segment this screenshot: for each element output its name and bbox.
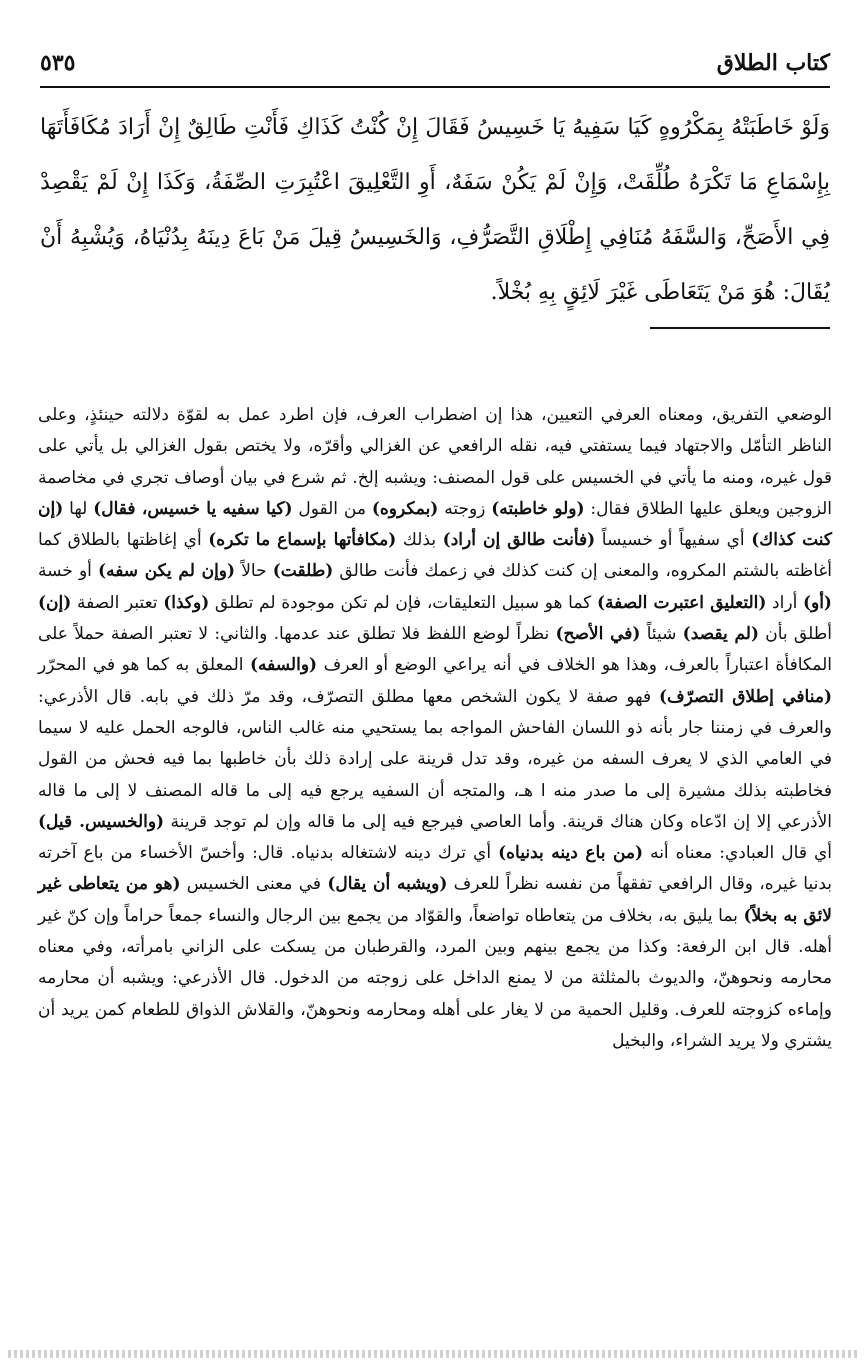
quoted-matn-segment: (إن) xyxy=(38,592,72,613)
commentary-segment: فهو صفة لا يكون الشخص معها مطلق التصرّف، وقد مرّ ذلك في بابه. قال الأذرعي: والعرف في زمننا جار بأنه ذو اللسان الفاحش المواجه بما يستحيي منه غالب الناس، فالوجه الحمل عليه لا سيما في العامي الذي لا يعرف السفه من غيره، وقد تدل قرينة على إرادة ذلك بأن خاطبها بما فيه فحش من القول فخاطبته بذلك مشيرة إلى ما صدر منه ا هـ، والمتجه أن السفيه يرجع فيه إلى ما قاله المصنف لا إلى ما قاله الأذرعي إلا إن ادّعاه وكان هناك قرينة. وأما العاصي فيرجع فيه إلى ما قاله وإن لم توجد قرينة xyxy=(38,686,832,832)
commentary-segment: كما هو سبيل التعليقات، فإن لم تكن موجودة لم تطلق xyxy=(209,592,597,613)
commentary-segment: أي إغاظتها بالطلاق كما أغاظته بالشتم المكروه، والمعنى إن كنت كذلك في زعمك فأنت طالق xyxy=(38,530,832,582)
commentary-segment: من القول xyxy=(292,498,372,519)
quoted-matn-segment: (والسفه) xyxy=(250,655,318,676)
running-title: كتاب الطلاق xyxy=(716,50,830,76)
commentary-segment: أو خسة xyxy=(38,561,99,582)
header-rule xyxy=(40,86,830,88)
commentary-segment: تعتبر الصفة xyxy=(71,592,164,613)
page-header xyxy=(40,46,830,86)
quoted-matn-segment: (ويشبه أن يقال) xyxy=(327,874,448,895)
quoted-matn-segment: (مكافأتها بإسماع ما تكره) xyxy=(208,530,397,551)
matn-paragraph: وَلَوْ خَاطَبَتْهُ بِمَكْرُوهٍ كَيَا سَفِيهُ يَا خَسِيسُ فَقَالَ إِنْ كُنْتُ كَذَاكِ فَأَنْتِ طَالِقٌ إِنْ أَرَادَ مُكَافَأَتَهَا بِإِسْمَاعِ مَا تَكْرَهُ طُلِّقَتْ، وَإِنْ لَمْ يَكُنْ سَفَهٌ، أَوِ التَّعْلِيقَ اعْتُبِرَتِ الصِّفَةُ، وَكَذَا إِنْ لَمْ يَقْصِدْ فِي الأَصَحِّ، وَالسَّفَهُ مُنَافِي إِطْلَاقِ التَّصَرُّفِ، وَالخَسِيسُ قِيلَ مَنْ بَاعَ دِينَهُ بِدُنْيَاهُ، وَيُشْبِهُ أَنْ يُقَالَ: هُوَ مَنْ يَتَعَاطَى غَيْرَ لَائِقٍ بِهِ بُخْلاً. xyxy=(40,115,830,305)
quoted-matn-segment: (وإن لم يكن سفه) xyxy=(98,561,236,582)
commentary-segment: زوجته xyxy=(438,498,492,519)
quoted-matn-segment: (أو) xyxy=(802,592,832,613)
commentary-segment: لها xyxy=(63,498,94,519)
quoted-matn-segment: (لم يقصد) xyxy=(682,624,760,645)
quoted-matn-segment: (ولو خاطبته) xyxy=(491,498,585,519)
quoted-matn-segment: (في الأصح) xyxy=(555,624,641,645)
page-bottom-ornament xyxy=(8,1350,860,1358)
sharh-paragraph xyxy=(38,400,832,1057)
quoted-matn-segment: (كيا سفيه يا خسيس، فقال) xyxy=(93,498,293,519)
commentary-segment: شيئاً xyxy=(640,624,683,645)
quoted-matn-segment: (طلقت) xyxy=(272,561,334,582)
commentary-segment: الوضعي التفريق، ومعناه العرفي التعيين، هذا إن اضطراب العرف، فإن اطرد عمل به لقوّة دلالته حينئذٍ، وعلى الناظر التأمّل والاجتهاد فيما يستفتي فيه، نقله الرافعي عن الغزالي وأقرّه، ولا يختص بقول الغزالي بل يأتي على قول غيره، ومنه ما يأتي في الخسيس على قول المصنف: ويشبه إلخ. ثم شرع في بيان أوصاف تجري في مخاصمة الزوجين ويعلق عليها الطلاق فقال: xyxy=(38,405,832,519)
footnote-separator xyxy=(650,327,830,329)
commentary-segment: حالاً xyxy=(235,561,273,582)
commentary-segment: أي ترك دينه لاشتغاله بدنياه. قال: وأخسّ الأخساء من باع آخرته بدنيا غيره، وقال الرافعي تفقهاً من نفسه نظراً للعرف xyxy=(38,843,832,895)
commentary-segment: أي قال العبادي: معناه أنه xyxy=(643,843,832,864)
quoted-matn-segment: (بمكروه) xyxy=(371,498,439,519)
matn-text-block xyxy=(40,100,830,320)
commentary-segment: أطلق بأن xyxy=(759,624,832,645)
quoted-matn-segment: (من باع دينه بدنياه) xyxy=(498,843,644,864)
commentary-segment: نظراً لوضع اللفظ فلا تطلق عند عدمها. والثاني: لا تعتبر الصفة حملاً على المكافأة اعتباراً بالعرف، وهذا هو الخلاف في أنه يراعي الوضع أو العرف xyxy=(38,624,832,676)
commentary-segment: المعلق به كما هو في المحرّر xyxy=(38,655,250,676)
quoted-matn-segment: (التعليق اعتبرت الصفة) xyxy=(596,592,767,613)
commentary-segment: بما يليق به، بخلاف من يتعاطاه تواضعاً، والقوّاد من يجمع بين الرجال والنساء جمعاً حراماً وإن كنّ غير أهله. قال ابن الرفعة: وكذا من يجمع بينهم وبين المرد، والقرطبان من يسكت على الزاني بامرأته، وفي معناه محارمه ونحوهنّ، والديوث بالمثلثة من لا يمنع الداخل على زوجته من الدخول. قال الأذرعي: ويشبه أن محارمه وإماءه كزوجته للعرف. وقليل الحمية من لا يغار على أهله ومحارمه ونحوهنّ، والقلاش الذواق للطعام كمن يريد أن يشتري ولا يريد الشراء، والبخيل xyxy=(38,905,832,1051)
quoted-matn-segment: (منافي إطلاق التصرّف) xyxy=(659,686,832,707)
quoted-matn-segment: (والخسيس. قيل) xyxy=(38,811,165,832)
quoted-matn-segment: (فأنت طالق إن أراد) xyxy=(442,530,596,551)
sharh-commentary-block xyxy=(38,400,832,1057)
commentary-segment: أي سفيهاً أو خسيساً xyxy=(595,530,752,551)
quoted-matn-segment: (هو من يتعاطى غير لائق به بخلاً) xyxy=(38,874,832,926)
commentary-segment: بذلك xyxy=(396,530,443,551)
page-number: ٥٣٥ xyxy=(40,50,76,76)
commentary-segment: في معنى الخسيس xyxy=(180,874,328,895)
quoted-matn-segment: (إن كنت كذاك) xyxy=(38,498,832,551)
quoted-matn-segment: (وكذا) xyxy=(163,592,210,613)
commentary-segment: أراد xyxy=(766,592,803,613)
